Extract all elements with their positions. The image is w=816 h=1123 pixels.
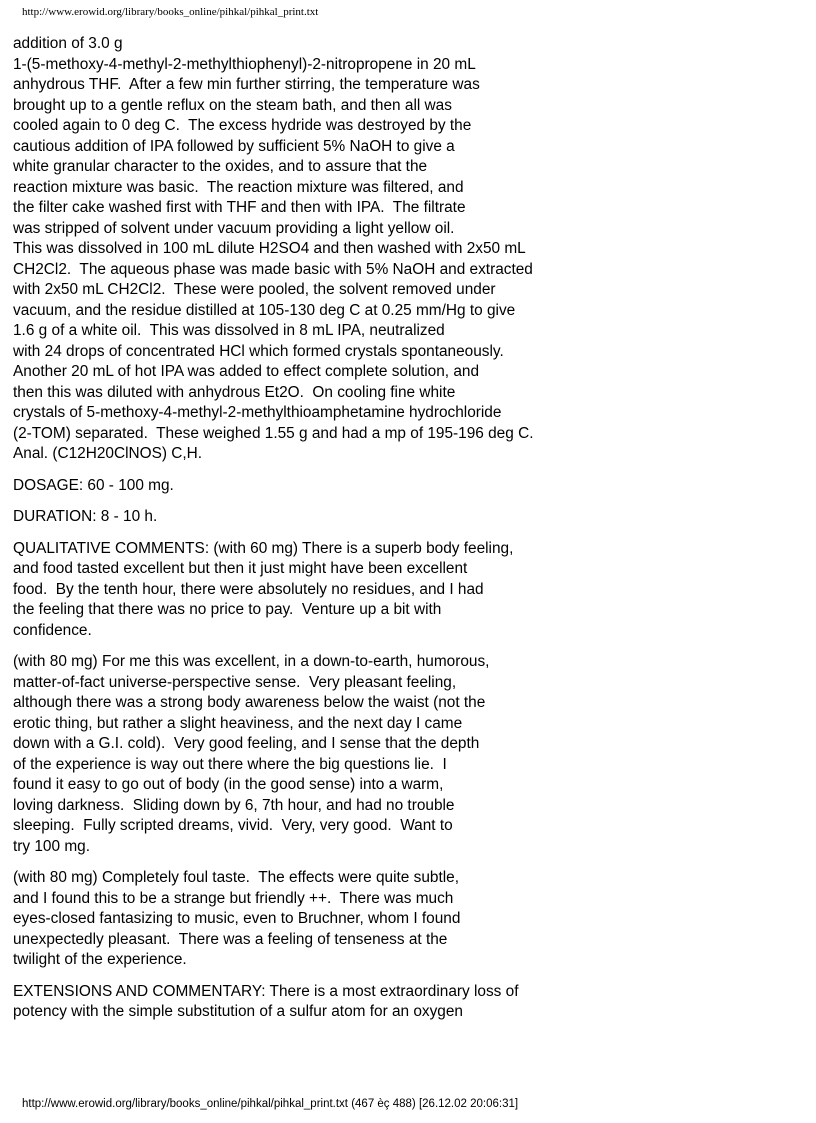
text-line: then this was diluted with anhydrous Et2O. On cooling fine white: [13, 383, 456, 401]
text-line: Another 20 mL of hot IPA was added to effect complete solution, and: [13, 363, 480, 380]
text-line: erotic thing, but rather a slight heaviness, and the next day I came: [13, 714, 463, 732]
text-line: QUALITATIVE COMMENTS: (with 60 mg) There is a superb body feeling,: [13, 539, 514, 557]
text-line: with 2x50 mL CH2Cl2. These were pooled, the solvent removed under: [13, 281, 496, 298]
text-line: of the experience is way out there where the big questions lie. I: [13, 755, 447, 773]
text-line: DURATION: 8 - 10 h.: [13, 508, 158, 525]
text-line: eyes-closed fantasizing to music, even to Bruchner, whom I found: [13, 910, 461, 927]
text-line: twilight of the experience.: [13, 951, 187, 968]
text-line: crystals of 5-methoxy-4-methyl-2-methylthioamphetamine hydrochloride: [13, 404, 502, 421]
text-line: loving darkness. Sliding down by 6, 7th hour, and had no trouble: [13, 796, 455, 814]
text-line: addition of 3.0 g: [13, 35, 123, 52]
text-line: 1.6 g of a white oil. This was dissolved in 8 mL IPA, neutralized: [13, 322, 445, 339]
paragraph: [13, 982, 803, 1023]
text-line: CH2Cl2. The aqueous phase was made basic with 5% NaOH and extracted: [13, 260, 533, 278]
text-line: and I found this to be a strange but friendly ++. There was much: [13, 889, 454, 907]
paragraph: [13, 476, 803, 497]
text-line: reaction mixture was basic. The reaction mixture was filtered, and: [13, 178, 464, 196]
text-line: down with a G.I. cold). Very good feeling, and I sense that the depth: [13, 735, 480, 752]
text-line: although there was a strong body awareness below the waist (not the: [13, 694, 486, 711]
paragraph: [13, 507, 803, 528]
text-line: EXTENSIONS AND COMMENTARY: There is a most extraordinary loss of: [13, 982, 519, 1000]
text-line: (with 80 mg) For me this was excellent, in a down-to-earth, humorous,: [13, 653, 490, 670]
paragraph: [13, 34, 803, 465]
text-line: the feeling that there was no price to pay. Venture up a bit with: [13, 601, 442, 618]
text-line: found it easy to go out of body (in the good sense) into a warm,: [13, 776, 444, 793]
text-line: brought up to a gentle reflux on the steam bath, and then all was: [13, 96, 452, 114]
text-line: confidence.: [13, 621, 92, 639]
footer-page-info: http://www.erowid.org/library/books_online/pihkal/pihkal_print.txt (467 èç 488) [26.12.02 20:06:31]: [22, 1098, 519, 1110]
text-line: anhydrous THF. After a few min further stirring, the temperature was: [13, 76, 480, 93]
text-line: vacuum, and the residue distilled at 105-130 deg C at 0.25 mm/Hg to give: [13, 301, 516, 319]
text-line: white granular character to the oxides, and to assure that the: [13, 158, 428, 175]
paragraph: [13, 539, 803, 642]
text-line: DOSAGE: 60 - 100 mg.: [13, 476, 174, 494]
text-line: sleeping. Fully scripted dreams, vivid. Very, very good. Want to: [13, 817, 453, 834]
text-line: Anal. (C12H20ClNOS) C,H.: [13, 445, 203, 462]
text-line: cooled again to 0 deg C. The excess hydride was destroyed by the: [13, 117, 472, 134]
text-line: unexpectedly pleasant. There was a feeling of tenseness at the: [13, 930, 448, 948]
text-line: was stripped of solvent under vacuum providing a light yellow oil.: [13, 219, 455, 237]
text-line: This was dissolved in 100 mL dilute H2SO4 and then washed with 2x50 mL: [13, 240, 526, 257]
text-line: (2-TOM) separated. These weighed 1.55 g and had a mp of 195-196 deg C.: [13, 424, 534, 442]
text-line: (with 80 mg) Completely foul taste. The effects were quite subtle,: [13, 869, 459, 886]
text-line: the filter cake washed first with THF and then with IPA. The filtrate: [13, 199, 466, 216]
text-line: 1-(5-methoxy-4-methyl-2-methylthiophenyl)-2-nitropropene in 20 mL: [13, 55, 476, 73]
paragraph: [13, 868, 803, 971]
text-line: matter-of-fact universe-perspective sense. Very pleasant feeling,: [13, 673, 457, 691]
text-line: cautious addition of IPA followed by sufficient 5% NaOH to give a: [13, 137, 455, 155]
text-line: food. By the tenth hour, there were absolutely no residues, and I had: [13, 580, 484, 598]
text-line: try 100 mg.: [13, 837, 90, 855]
text-line: and food tasted excellent but then it just might have been excellent: [13, 560, 468, 577]
document-body: [13, 34, 803, 1034]
text-line: with 24 drops of concentrated HCl which formed crystals spontaneously.: [13, 342, 504, 360]
paragraph: [13, 652, 803, 857]
text-line: potency with the simple substitution of a sulfur atom for an oxygen: [13, 1003, 463, 1020]
header-url: http://www.erowid.org/library/books_online/pihkal/pihkal_print.txt: [22, 6, 319, 18]
